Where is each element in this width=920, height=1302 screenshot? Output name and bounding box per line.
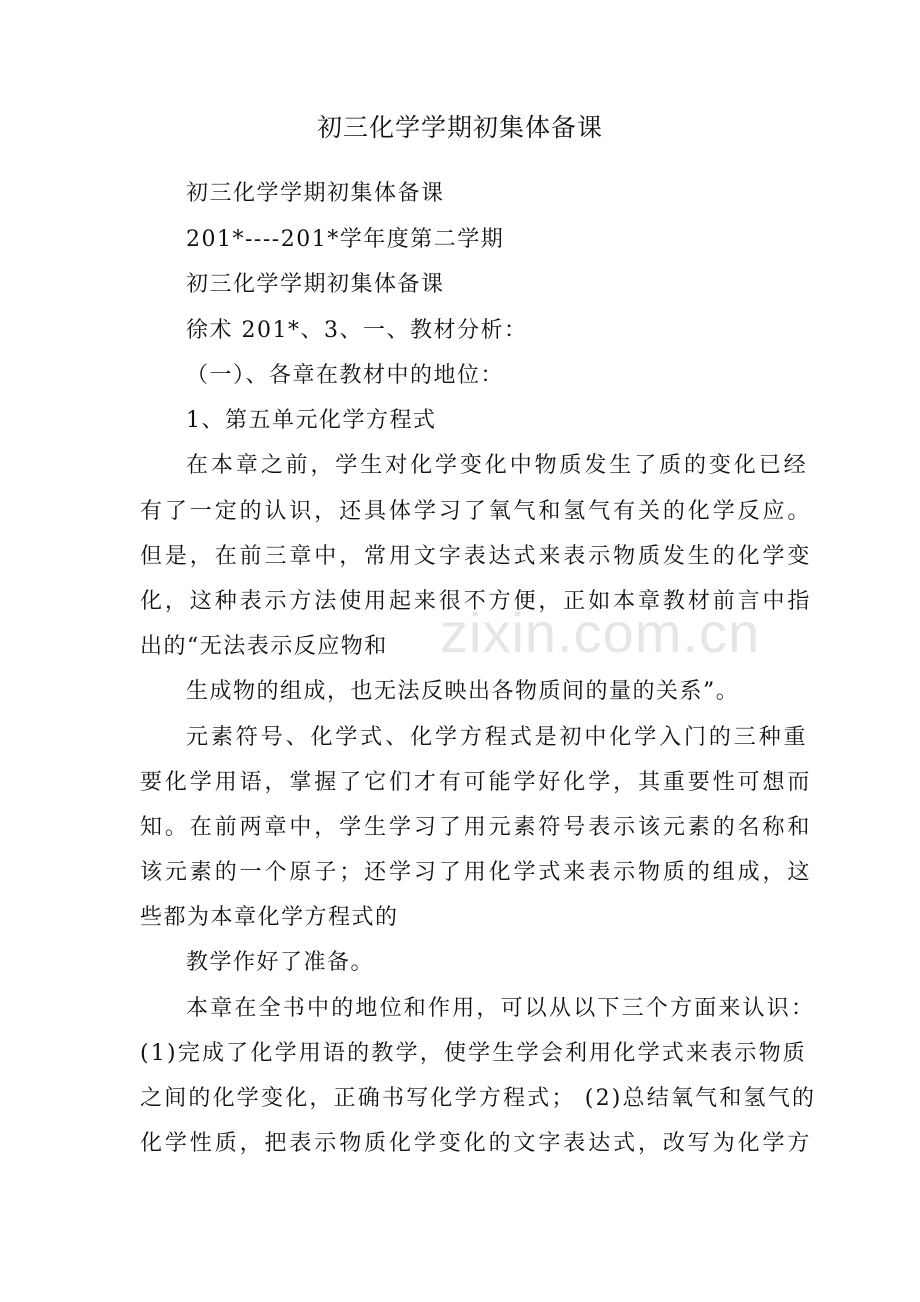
paragraph-line: 化，这种表示方法使用起来很不方便，正如本章教材前言中指 [140,589,813,614]
paragraph-line: 但是，在前三章中，常用文字表达式来表示物质发生的化学变 [140,544,813,569]
paragraph-line: 要化学用语，掌握了它们才有可能学好化学，其重要性可想而 [140,770,813,795]
paragraph-line: 出的“无法表示反应物和 [140,634,388,659]
paragraph-line: (1)完成了化学用语的教学，使学生学会利用化学式来表示物质 [140,1041,807,1066]
watermark: zixin.com.cn [440,601,761,664]
paragraph-line: 些都为本章化学方程式的 [140,905,399,930]
text-line-author: 徐术 201*、3、一、教材分析： [186,318,528,343]
paragraph-line: 教学作好了准备。 [186,950,375,975]
paragraph-line: 化学性质，把表示物质化学变化的文字表达式，改写为化学方 [140,1131,813,1156]
paragraph-line: 该元素的一个原子；还学习了用化学式来表示物质的组成，这 [140,860,813,885]
paragraph-line: 生成物的组成，也无法反映出各物质间的量的关系”。 [186,679,740,704]
text-line-heading: 初三化学学期初集体备课 [186,181,445,206]
text-line-unit-5: 1、第五单元化学方程式 [186,408,437,433]
paragraph-line: 之间的化学变化，正确书写化学方程式； (2)总结氧气和氢气的 [140,1086,817,1111]
text-line-heading-repeat: 初三化学学期初集体备课 [186,272,445,297]
paragraph-line: 知。在前两章中，学生学习了用元素符号表示该元素的名称和 [140,815,813,840]
paragraph-line: 在本章之前，学生对化学变化中物质发生了质的变化已经 [186,453,809,478]
paragraph-line: 有了一定的认识，还具体学习了氧气和氢气有关的化学反应。 [140,499,813,524]
text-line-section-1: （一）、各章在教材中的地位： [186,363,505,388]
text-line-semester: 201*----201*学年度第二学期 [186,227,505,252]
paragraph-line: 本章在全书中的地位和作用，可以从以下三个方面来认识： [186,996,816,1021]
page-title: 初三化学学期初集体备课 [316,113,603,142]
paragraph-line: 元素符号、化学式、化学方程式是初中化学入门的三种重 [186,725,809,750]
